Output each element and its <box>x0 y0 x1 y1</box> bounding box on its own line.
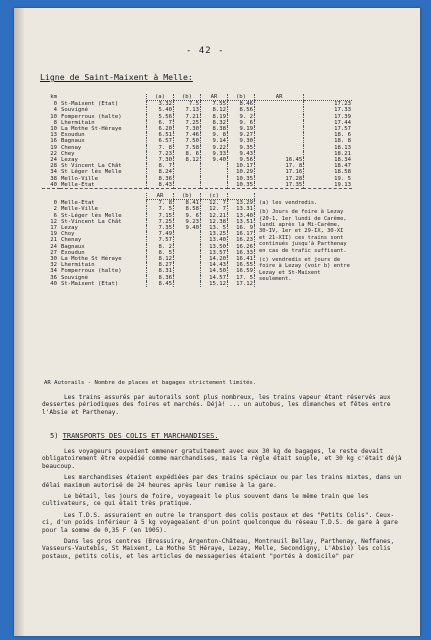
station-name: Lhermitain <box>61 119 95 126</box>
departure-time: 7.35 <box>147 225 174 231</box>
station-name: Melle-Etat <box>61 199 95 206</box>
station-name: Exoudun <box>61 132 85 139</box>
departure-time: 9.22 <box>201 145 228 151</box>
timetable-footnote: AR Autorails - Nombre de places et bagages strictement limités. <box>44 380 257 386</box>
departure-time: 6.20 <box>147 126 174 132</box>
timetable-header-row <box>42 94 352 101</box>
station-name: Melle-Ville <box>61 206 99 213</box>
departure-time: 14.57 <box>201 275 228 281</box>
departure-time: 7.30 <box>147 157 174 163</box>
departure-time: 9.43 <box>228 151 255 157</box>
station-name: Choy <box>61 231 75 238</box>
departure-time: 7.50 <box>174 138 201 144</box>
departure-time: 7.15 <box>147 213 174 219</box>
km-value: 21 <box>50 237 57 244</box>
departure-time: 14.50 <box>201 268 228 274</box>
departure-time: 12. 7 <box>201 206 228 212</box>
station-name: St-Vincent La Chât <box>61 218 122 225</box>
station-name: Souvigné <box>61 274 88 281</box>
departure-time: 8. 2 <box>147 244 174 250</box>
departure-time: 13.29 <box>228 200 255 207</box>
departure-time: 18.47 <box>304 163 352 169</box>
departure-time: 8.31 <box>147 268 174 274</box>
departure-time: 8.12 <box>201 107 228 113</box>
departure-time: 6. 7 <box>147 120 174 126</box>
departure-time: 8.12 <box>174 157 201 163</box>
departure-time: 9.23 <box>174 219 201 225</box>
km-header: km <box>50 94 57 100</box>
departure-time: 6.51 <box>147 132 174 138</box>
departure-time: 10.17 <box>228 163 255 169</box>
departure-time: 7.57 <box>147 237 174 243</box>
departure-time: 8.38 <box>201 126 228 132</box>
departure-time: 13. 5 <box>201 225 228 231</box>
departure-time: 13.51 <box>228 219 255 225</box>
departure-time: 8.24 <box>147 169 174 175</box>
station-name: St Vincent La Chât <box>61 163 122 170</box>
departure-time: 10.35 <box>228 176 255 182</box>
km-value: 24 <box>50 157 57 164</box>
column-header: (b) <box>174 193 201 200</box>
station-name: Lezay <box>61 157 78 164</box>
departure-time: 9.30 <box>228 138 255 144</box>
km-value: 27 <box>50 249 57 256</box>
departure-time: 7. 5 <box>147 206 174 212</box>
km-header <box>42 193 60 200</box>
paragraph: Les voyageurs pouvaient emmener gratuitement avec eux 30 kg de bagages, le reste devait obligatoirement être expédié comme marchandises, mais la règle était souple, et 30 kg c'était déjà beaucoup. <box>42 448 402 470</box>
km-value: 6 <box>53 212 57 219</box>
departure-time: 18.21 <box>304 151 352 157</box>
departure-time: 8. 6 <box>174 151 201 157</box>
departure-time: 7.21 <box>174 114 201 120</box>
departure-time: 12.21 <box>201 213 228 219</box>
departure-time: 7.30 <box>174 126 201 132</box>
departure-time: 5.56 <box>147 114 174 120</box>
departure-time: 7.25 <box>147 219 174 225</box>
departure-time: 17.28 <box>255 176 304 182</box>
km-value: 40 <box>50 181 57 188</box>
km-value: 0 <box>53 100 57 107</box>
departure-time: 8.32 <box>201 120 228 126</box>
station-name: Chenay <box>61 144 82 151</box>
departure-time: 16.33 <box>228 250 255 256</box>
departure-time: 16.59 <box>228 268 255 274</box>
departure-time: 16.23 <box>228 237 255 243</box>
km-value: 36 <box>50 274 57 281</box>
paragraph: Les marchandises étaient expédiées par des trains spéciaux ou par les trains mixtes, dans un délai maximum autorisé de 24 heures après leur remise à la gare. <box>42 474 402 489</box>
departure-time: 13.50 <box>201 244 228 250</box>
departure-time: 18. 6 <box>304 132 352 138</box>
departure-time: 8.36 <box>147 176 174 182</box>
section-number: 5) <box>50 432 59 440</box>
departure-time: 9. 2 <box>228 114 255 120</box>
station-name: Fomperroux (halte) <box>61 113 122 120</box>
page-binding-edge <box>14 8 24 636</box>
departure-time: 7.5 <box>174 101 201 108</box>
km-value: 10 <box>50 126 57 133</box>
departure-time: 7.13 <box>174 107 201 113</box>
departure-time: 9. 6 <box>174 213 201 219</box>
km-value: 34 <box>50 169 57 176</box>
km-value: 12 <box>50 218 57 225</box>
column-header: (a) <box>147 94 174 101</box>
departure-time <box>201 182 228 189</box>
timetable-row <box>42 200 352 207</box>
station-name: Fomperroux (halte) <box>61 268 122 275</box>
departure-time: 7.25 <box>174 120 201 126</box>
km-value: 0 <box>53 199 57 206</box>
departure-time: 9.19 <box>228 126 255 132</box>
departure-time: 17. 8 <box>255 163 304 169</box>
section-heading-text: TRANSPORTS DES COLIS ET MARCHANDISES. <box>62 432 219 440</box>
departure-time: 9.56 <box>228 157 255 163</box>
km-value: 30 <box>50 256 57 263</box>
departure-time: 9.40 <box>174 225 201 231</box>
km-value: 22 <box>50 150 57 157</box>
km-value: 24 <box>50 243 57 250</box>
departure-time: 10.35 <box>228 182 255 189</box>
departure-time: 8.41 <box>174 200 201 207</box>
departure-time: 17.44 <box>304 120 352 126</box>
station-name: St-Maixent (Etat) <box>61 100 119 107</box>
section-title-line: Ligne de Saint-Maixent à Melle: <box>40 72 193 82</box>
departure-time: 7. 8 <box>147 145 174 151</box>
km-value: 8 <box>53 119 57 126</box>
departure-time: 17.57 <box>304 126 352 132</box>
departure-time <box>255 101 304 108</box>
column-header: AR <box>255 94 304 101</box>
km-value: 19 <box>50 144 57 151</box>
departure-time: 8. 7 <box>147 163 174 169</box>
section-body <box>42 448 402 564</box>
departure-time <box>174 281 201 287</box>
departure-time: 18. 8 <box>304 138 352 144</box>
paragraph: Les T.D.S. assuraient en outre le transport des colis postaux et des "Petits Colis". Ceux-ci, d'un poids inférieur à 5 kg voyageaient d'un point quelconque du réseau T.D.S. de gare à gare pour la somme de 0,35 F (en 1905). <box>42 511 398 534</box>
section-heading <box>50 432 219 440</box>
departure-time: 17.39 <box>304 114 352 120</box>
station-name: Souvigné <box>61 107 88 114</box>
km-value: 16 <box>50 138 57 145</box>
departure-time: 8. 5 <box>147 250 174 256</box>
departure-time: 16.41 <box>228 256 255 262</box>
departure-time <box>174 182 201 189</box>
departure-time: 8.46 <box>228 101 255 108</box>
departure-time: 9.14 <box>201 138 228 144</box>
km-value: 32 <box>50 262 57 269</box>
km-value: 4 <box>53 107 57 114</box>
departure-time: 13.31 <box>228 206 255 212</box>
departure-time: 3.32 <box>147 101 174 108</box>
departure-time: 8.45 <box>147 281 174 287</box>
departure-time: 9.35 <box>228 145 255 151</box>
document-page <box>14 8 420 636</box>
departure-time: 7.55 <box>201 101 228 108</box>
station-name: Chey <box>61 150 75 157</box>
departure-time: 19.13 <box>304 182 352 189</box>
departure-time: 13.25 <box>201 231 228 237</box>
timetable-row <box>42 182 352 189</box>
departure-time: 8.36 <box>147 275 174 281</box>
departure-time: 7.46 <box>174 132 201 138</box>
departure-time: 9. 6 <box>228 120 255 126</box>
departure-time: 8.58 <box>174 206 201 212</box>
departure-time: 8.19 <box>201 114 228 120</box>
station-name: St-Léger lès Melle <box>61 212 122 219</box>
departure-time: 18.13 <box>304 145 352 151</box>
departure-time: 12. 7 <box>201 200 228 207</box>
km-value: 38 <box>50 175 57 182</box>
departure-time: 9.27 <box>228 132 255 138</box>
departure-time: 7.58 <box>174 145 201 151</box>
departure-time: 18.34 <box>304 157 352 163</box>
km-value: 17 <box>50 225 57 232</box>
departure-time: 5.40 <box>147 107 174 113</box>
km-value: 13 <box>50 132 57 139</box>
column-header: AR <box>147 193 174 200</box>
column-header: (b) <box>174 94 201 101</box>
timetable-header-row <box>42 193 352 200</box>
departure-time: 16.45 <box>255 157 304 163</box>
departure-time: 8.43 <box>147 182 174 189</box>
departure-time: 9. 8 <box>201 132 228 138</box>
departure-time: 13.40 <box>201 237 228 243</box>
departure-time: 10.29 <box>228 169 255 175</box>
departure-time: 17.33 <box>304 107 352 113</box>
station-name: Bagnaux <box>61 138 85 145</box>
station-name: Chenay <box>61 237 82 244</box>
page-number: - 42 - <box>186 46 225 56</box>
station-name: Bagnaux <box>61 243 85 250</box>
note-text: (a) les vendredis. <box>259 199 318 206</box>
departure-time: 9.33 <box>201 151 228 157</box>
departure-time: 14.20 <box>201 256 228 262</box>
station-name: Mello-Ville <box>61 175 99 182</box>
station-header <box>60 94 147 101</box>
paragraph: Dans les gros centres (Bressuire, Argenton-Château, Montreuil Bellay, Parthenay, Neffanes, Vasseurs-Vautebis, St Maixent, La Mothe St Héraye, Lezay, Melle, Secondigny, L'Absie) les colis postaux, petits colis, et les articles de messageries étaient "portés à domicile" par <box>42 538 395 560</box>
km-value: 28 <box>50 163 57 170</box>
intro-paragraph <box>42 394 402 420</box>
station-name: La Mothe St-Héraye <box>61 126 122 133</box>
station-name: Lezay <box>61 225 78 232</box>
departure-time: 17.35 <box>255 182 304 189</box>
departure-time: 9.40 <box>201 157 228 163</box>
km-value: 10 <box>50 113 57 120</box>
timetable-notes <box>255 200 353 287</box>
departure-time: 17.16 <box>255 169 304 175</box>
departure-time: 14.43 <box>201 262 228 268</box>
station-name: La Mothe St Héraye <box>61 256 122 263</box>
departure-time: 13.57 <box>201 250 228 256</box>
station-name: Melle-Etat <box>61 181 95 188</box>
station-name: Exoudun <box>61 249 85 256</box>
departure-time: 17. 5 <box>228 275 255 281</box>
column-header: (c) <box>201 193 228 200</box>
departure-time: 16.55 <box>228 262 255 268</box>
departure-time: 8.12 <box>147 256 174 262</box>
station-header <box>60 193 147 200</box>
departure-time: 8.27 <box>147 262 174 268</box>
timetable <box>42 94 352 287</box>
departure-time: 17.12 <box>228 281 255 287</box>
column-header <box>304 94 352 101</box>
paragraph: Le bétail, les jours de foire, voyageait le plus souvent dans le même train que les cultivateurs, ce qui était très pratique. <box>42 493 369 508</box>
note-text: (b) Jours de foire à Lezay (20-1, 1er lundi de Carême, lundi après la Mi-Carême, 30-IV, 1er et 29-IX, 30-XI et 21-XII) ces trains sont continués jusqu'à Parthenay en cas de trafic suffisant. <box>259 209 347 254</box>
station-name: St Léger lès Melle <box>61 169 122 176</box>
departure-time: 13.40 <box>228 213 255 219</box>
km-value: 2 <box>53 206 57 213</box>
km-value: 34 <box>50 268 57 275</box>
departure-time: 19. 5 <box>304 176 352 182</box>
departure-time: 16.17 <box>228 231 255 237</box>
departure-time: 16.26 <box>228 244 255 250</box>
note-text: (c) vendredis et jours de foire à Lezay (voir b) entre Lezay et St-Maixent seulement. <box>259 257 350 283</box>
notes-header <box>255 193 353 200</box>
paragraph: Les trains assurés par autorails sont plus nombreux, les trains vapeur étant réservés aux dessertes périodiques des foires et marchés. Déjà! ... un autobus, les dimanches et fêtes entre l'Absie et Parthenay. <box>42 394 391 416</box>
departure-time: 7. 8 <box>147 200 174 207</box>
station-name: St-Maixent (Etat) <box>61 280 119 287</box>
departure-time: 15.12 <box>201 281 228 287</box>
km-value: 40 <box>50 280 57 287</box>
column-header: (b) <box>228 94 255 101</box>
km-value: 19 <box>50 231 57 238</box>
departure-time: 16. 9 <box>228 225 255 231</box>
departure-time: 17.23 <box>304 101 352 108</box>
departure-time: 7.49 <box>147 231 174 237</box>
timetable-row <box>42 101 352 108</box>
departure-time: 7.23 <box>147 151 174 157</box>
departure-time: 8.56 <box>228 107 255 113</box>
departure-time: 18.58 <box>304 169 352 175</box>
departure-time: 6.57 <box>147 138 174 144</box>
departure-time: 12.38 <box>201 219 228 225</box>
station-name: Lhermitain <box>61 262 95 269</box>
column-header: AR <box>201 94 228 101</box>
column-header <box>228 193 255 200</box>
